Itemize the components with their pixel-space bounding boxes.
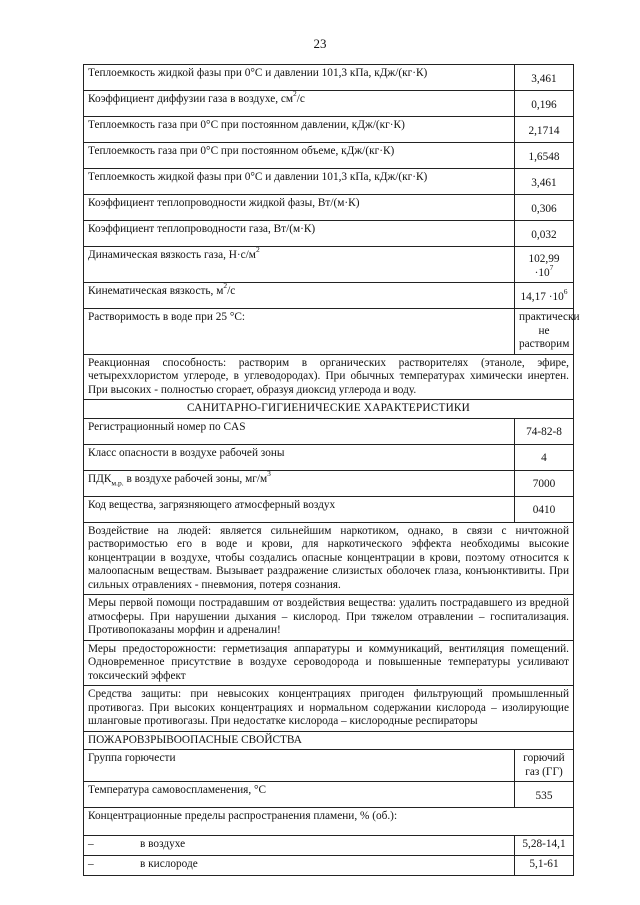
property-value: 0410: [515, 496, 574, 522]
property-value: 535: [515, 782, 574, 808]
table-row: [84, 283, 574, 309]
property-value: $14,17 \cdot 10^6$: [515, 283, 574, 309]
property-label: Код вещества, загрязняющего атмосферный воздух: [84, 496, 515, 522]
property-value: 3,461: [515, 169, 574, 195]
properties-table: [83, 64, 580, 876]
property-label: Класс опасности в воздухе рабочей зоны: [84, 444, 515, 470]
section-title-sanitary: САНИТАРНО-ГИГИЕНИЧЕСКИЕ ХАРАКТЕРИСТИКИ: [84, 400, 574, 419]
property-label: Регистрационный номер по CAS: [84, 418, 515, 444]
property-label: Растворимость в воде при 25 °С:: [84, 309, 515, 355]
table-row: [84, 169, 574, 195]
table-row: [84, 782, 574, 808]
table-row: [84, 750, 574, 782]
table-row: [84, 247, 574, 283]
property-value: 0,032: [515, 221, 574, 247]
table-row: [84, 309, 574, 355]
property-value: 3,461: [515, 65, 574, 91]
page-number: 23: [313, 36, 327, 51]
property-label: – в кислороде: [84, 856, 515, 876]
table-row: [84, 418, 574, 444]
table-row: [84, 65, 574, 91]
table-row: [84, 640, 574, 686]
property-value: 0,306: [515, 195, 574, 221]
property-value: 5,28-14,1: [515, 836, 574, 856]
table-row: [84, 221, 574, 247]
property-label: Группа горючести: [84, 750, 515, 782]
property-label: Кинематическая вязкость, $м^2/с$: [84, 283, 515, 309]
property-value: практически не растворим: [515, 309, 574, 355]
property-label: Теплоемкость газа при 0°С при постоянном объеме, кДж/(кг·К): [84, 143, 515, 169]
property-value: $102,99 \cdot 10^7$: [515, 247, 574, 283]
table-row: [84, 808, 574, 836]
effect-on-people-text: Воздействие на людей: является сильнейшим наркотиком, однако, в связи с ничтожной растворимостью его в воде и крови, для наркотического эффекта необходимы высокие концентрации в воздухе, чтобы создались опасные концентрации в крови, поэтому относится к малоопасным веществам. Вызывает раздражение слизистых оболочек глаза, конъюнктивиты. При сильных отравлениях - пневмония, потеря сознания.: [84, 522, 574, 595]
section-title-fire: ПОЖАРОВЗРЫВООПАСНЫЕ СВОЙСТВА: [84, 731, 574, 750]
table-row: [84, 91, 574, 117]
property-value: 4: [515, 444, 574, 470]
property-value: 5,1-61: [515, 856, 574, 876]
property-value: 74-82-8: [515, 418, 574, 444]
table-row: [84, 400, 574, 419]
property-label: Теплоемкость жидкой фазы при 0°С и давлении 101,3 кПа, кДж/(кг·К): [84, 65, 515, 91]
table-row: [84, 195, 574, 221]
table-row: [84, 496, 574, 522]
table-row: [84, 143, 574, 169]
table-row: [84, 522, 574, 595]
table-row: [84, 470, 574, 496]
property-label: Динамическая вязкость газа, $Н\cdot с/м^2$: [84, 247, 515, 283]
table-row: [84, 731, 574, 750]
property-label: Теплоемкость жидкой фазы при 0°С и давлении 101,3 кПа, кДж/(кг·К): [84, 169, 515, 195]
property-value: 2,1714: [515, 117, 574, 143]
table-row: [84, 444, 574, 470]
table-row: [84, 856, 574, 876]
property-label: Коэффициент диффузии газа в воздухе, $см^2/с$: [84, 91, 515, 117]
property-value: 7000: [515, 470, 574, 496]
table-row: [84, 836, 574, 856]
table-row: [84, 117, 574, 143]
precautions-text: Меры предосторожности: герметизация аппаратуры и коммуникаций, вентиляция помещений. Одновременное присутствие в воздухе сероводорода и повышенные температуры усиливают токсический эффект: [84, 640, 574, 686]
property-label: Температура самовоспламенения, °С: [84, 782, 515, 808]
property-label: Коэффициент теплопроводности жидкой фазы, Вт/(м·К): [84, 195, 515, 221]
property-label: Коэффициент теплопроводности газа, Вт/(м·К): [84, 221, 515, 247]
protection-text: Средства защиты: при невысоких концентрациях пригоден фильтрующий промышленный противогаз. При высоких концентрациях и нормальном содержании кислорода – изолирующие шланговые противогазы. При недостатке кислорода – кислородные респираторы: [84, 686, 574, 732]
property-value: 0,196: [515, 91, 574, 117]
table-row: [84, 354, 574, 400]
limits-title: Концентрационные пределы распространения пламени, % (об.):: [84, 808, 574, 836]
reactivity-text: Реакционная способность: растворим в органических растворителях (этаноле, эфире, четыреххлористом углероде, в углеводородах). При обычных температурах химически инертен. При высоких - полностью сгорает, образуя диоксид углерода и воду.: [84, 354, 574, 400]
property-label: – в воздухе: [84, 836, 515, 856]
first-aid-text: Меры первой помощи пострадавшим от воздействия вещества: удалить пострадавшего из вредной атмосферы. При нарушении дыхания – кислород. При тяжелом отравлении – госпитализация. Противопоказаны морфин и адреналин!: [84, 595, 574, 641]
property-value: 1,6548: [515, 143, 574, 169]
table-row: [84, 686, 574, 732]
table-row: [84, 595, 574, 641]
property-label: $ПДК_{м.р.}$ в воздухе рабочей зоны, $мг/м^3$: [84, 470, 515, 496]
property-value: горючий газ (ГГ): [515, 750, 574, 782]
property-label: Теплоемкость газа при 0°С при постоянном давлении, кДж/(кг·К): [84, 117, 515, 143]
